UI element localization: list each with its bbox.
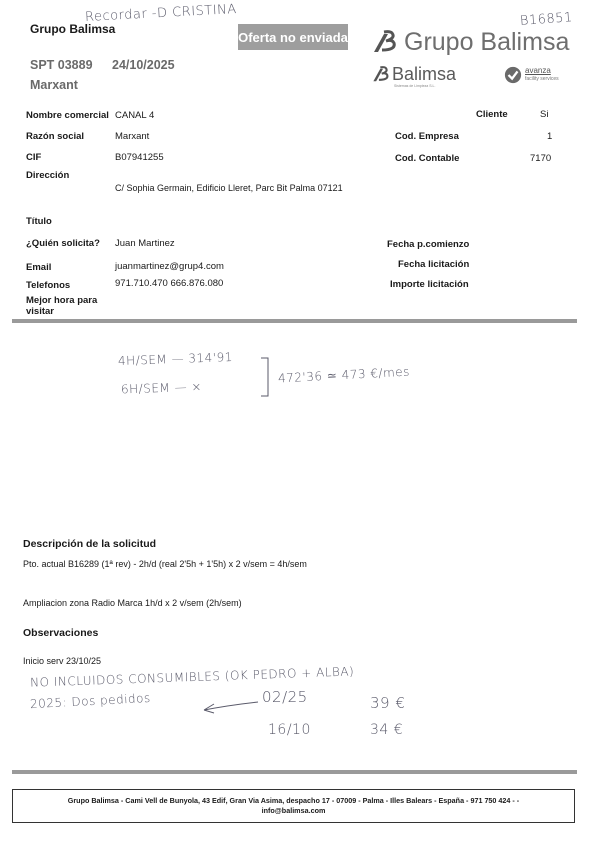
status-badge: Oferta no enviada bbox=[238, 24, 348, 50]
footer-email: info@balimsa.com bbox=[261, 806, 326, 815]
logo-small-text: Balimsa bbox=[392, 64, 457, 84]
section-divider-top bbox=[12, 319, 577, 323]
balimsa-logo-icon bbox=[370, 30, 400, 56]
company-name: Grupo Balimsa bbox=[30, 22, 116, 36]
titulo-label: Título bbox=[26, 216, 52, 227]
cod-contable-value: 7170 bbox=[530, 153, 552, 164]
hand-observacion-3: 02/25 bbox=[262, 688, 308, 706]
hand-result: 472'36 ≃ 473 €/mes bbox=[277, 364, 411, 386]
document-date: 24/10/2025 bbox=[112, 58, 175, 72]
hand-observacion-4: 39 € bbox=[370, 694, 406, 712]
handwritten-note: Recordar -D CRISTINA bbox=[84, 2, 238, 25]
mejor-hora-label-1: Mejor hora para bbox=[26, 295, 98, 306]
fecha-comienzo-label: Fecha p.comienzo bbox=[387, 239, 470, 250]
section-divider-bottom bbox=[12, 770, 577, 774]
observaciones-title: Observaciones bbox=[23, 627, 99, 639]
client-name-title: Marxant bbox=[30, 78, 78, 92]
footer bbox=[12, 789, 575, 823]
importe-label: Importe licitación bbox=[390, 279, 469, 290]
handwritten-reference: B16851 bbox=[519, 10, 574, 29]
hand-arrow bbox=[200, 696, 260, 716]
email-value: juanmartinez@grup4.com bbox=[115, 261, 224, 272]
avanza-text: avanza bbox=[525, 66, 551, 75]
cod-empresa-value: 1 bbox=[547, 131, 553, 142]
balimsa-logo bbox=[370, 64, 457, 88]
email-label: Email bbox=[26, 262, 52, 273]
hand-line-1: 4H/SEM — 314'91 bbox=[117, 350, 234, 368]
cod-empresa-label: Cod. Empresa bbox=[395, 131, 459, 142]
cod-contable-label: Cod. Contable bbox=[395, 153, 460, 164]
fecha-licitacion-label: Fecha licitación bbox=[398, 259, 470, 270]
direccion-label: Dirección bbox=[26, 170, 70, 181]
direccion-value: C/ Sophia Germain, Edificio Lleret, Parc Bit Palma 07121 bbox=[115, 183, 343, 193]
hand-observacion-2: 2025: Dos pedidos bbox=[29, 690, 152, 712]
logo-big-text: Grupo Balimsa bbox=[404, 28, 570, 56]
nombre-comercial-value: CANAL 4 bbox=[115, 110, 155, 121]
cliente-value: Si bbox=[540, 109, 549, 120]
razon-social-value: Marxant bbox=[115, 131, 150, 142]
logo-small-subtitle: Sistemas de Limpieza S.L. bbox=[394, 84, 436, 88]
nombre-comercial-label: Nombre comercial bbox=[26, 110, 109, 121]
observaciones-line-1: Inicio serv 23/10/25 bbox=[23, 656, 102, 666]
solicita-value: Juan Martinez bbox=[115, 238, 175, 249]
avanza-logo bbox=[504, 66, 559, 84]
descripcion-title: Descripción de la solicitud bbox=[23, 538, 157, 550]
hand-observacion-1: NO INCLUIDOS CONSUMIBLES (OK PEDRO + ALBA) bbox=[29, 664, 355, 690]
mejor-hora-label-2: visitar bbox=[26, 306, 54, 317]
hand-observacion-6: 34 € bbox=[370, 722, 404, 738]
solicita-label: ¿Quién solicita? bbox=[26, 238, 100, 249]
cif-value: B07941255 bbox=[115, 152, 164, 163]
cliente-label: Cliente bbox=[476, 109, 508, 120]
telefonos-label: Telefonos bbox=[26, 280, 71, 291]
footer-address: Grupo Balimsa - Cami Vell de Bunyola, 43 Edif, Gran Via Asima, despacho 17 - 07009 - Palma - Illes Balears - España - 971 750 424 - - bbox=[67, 796, 520, 805]
descripcion-line-2: Ampliacion zona Radio Marca 1h/d x 2 v/sem (2h/sem) bbox=[23, 598, 242, 608]
spt-number: SPT 03889 bbox=[30, 58, 93, 72]
hand-line-2: 6H/SEM — × bbox=[120, 379, 203, 397]
hand-observacion-5: 16/10 bbox=[268, 722, 311, 738]
razon-social-label: Razón social bbox=[26, 131, 85, 142]
balimsa-small-icon bbox=[370, 66, 392, 84]
hand-bracket bbox=[258, 356, 274, 400]
telefonos-value: 971.710.470 666.876.080 bbox=[115, 278, 224, 289]
grupo-balimsa-logo bbox=[370, 28, 569, 57]
cif-label: CIF bbox=[26, 152, 42, 163]
avanza-check-icon bbox=[504, 66, 522, 84]
descripcion-line-1: Pto. actual B16289 (1ª rev) - 2h/d (real 2'5h + 1'5h) x 2 v/sem = 4h/sem bbox=[23, 559, 307, 569]
avanza-subtitle: facility services bbox=[525, 76, 559, 82]
